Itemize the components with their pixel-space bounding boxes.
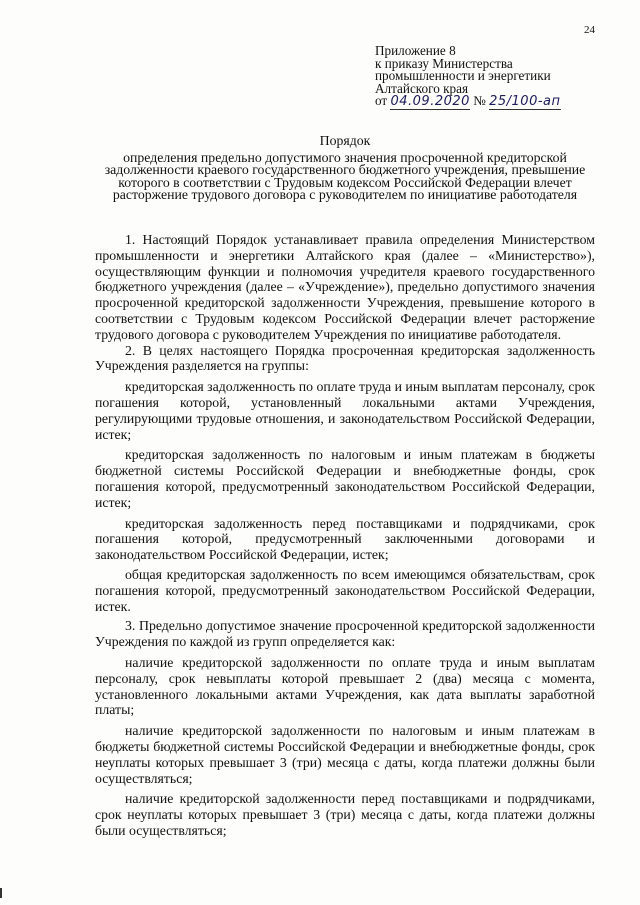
limit-item-3: наличие кредиторской задолженности перед поставщиками и подрядчиками, срок неуплаты которых превышает 3 (три) месяца с даты, когда платежи должны были осуществляться;: [95, 791, 595, 838]
title-subheading: определения предельно допустимого значения просроченной кредиторской задолженности краевого государственного бюджетного учреждения, превышение которого в соответствии с Трудовым кодексом Российской Федерации влечет расторжение трудового договора с руководителем по инициативе работодателя: [104, 149, 586, 203]
handwritten-order-number: 25/100-ап: [489, 94, 561, 109]
page-number: 24: [584, 24, 595, 36]
group-item-2: кредиторская задолженность по налоговым и иным платежам в бюджеты бюджетной системы Российской Федерации и внебюджетные фонды, срок погашения которой, предусмотренный законодательством Российской Федерации, истек;: [95, 447, 595, 510]
from-label: от: [375, 93, 388, 108]
paragraph-1: 1. Настоящий Порядок устанавливает правила определения Министерством промышленности и энергетики Алтайского края (далее – «Министерство»), осуществляющим функции и полномочия учредителя краевого государственного бюджетного учреждения (далее – «Учреждение»), предельно допустимого значения просроченной кредиторской задолженности Учреждения, превышение которого в соответствии с Трудовым кодексом Российской Федерации влечет расторжение трудового договора с руководителем Учреждения по инициативе работодателя.: [95, 232, 595, 342]
group-item-3: кредиторская задолженность перед поставщиками и подрядчиками, срок погашения которой, предусмотренный заключенными договорами и законодательством Российской Федерации, истек;: [95, 515, 595, 563]
group-item-4: общая кредиторская задолженность по всем имеющимся обязательствам, срок погашения которой, предусмотренный законодательством Российской Федерации, истек.: [95, 566, 595, 614]
approval-line-1: Приложение 8: [375, 43, 456, 58]
title-heading: Порядок: [319, 133, 371, 148]
document-body: [95, 232, 595, 839]
limit-item-1: наличие кредиторской задолженности по оплате труда и иным выплатам персоналу, срок невыплаты которой превышает 2 (два) месяца с момента, установленного локальными актами Учреждения, как дата выплаты заработной платы;: [95, 654, 595, 718]
scan-edge-mark: [0, 888, 2, 898]
approval-line-2: к приказу Министерства: [375, 55, 513, 71]
paragraph-2: 2. В целях настоящего Порядка просроченная кредиторская задолженность Учреждения разделяется на группы:: [95, 342, 595, 374]
approval-line-3: промышленности и энергетики: [375, 68, 551, 83]
group-item-1: кредиторская задолженность по оплате труда и иным выплатам персоналу, срок погашения которой, установленный локальными актами Учреждения, регулирующими трудовые отношения, и законодательством Российской Федерации, истек;: [95, 379, 595, 442]
document-title: [95, 135, 595, 202]
handwritten-date: 04.09.2020: [390, 94, 470, 109]
limit-item-2: наличие кредиторской задолженности по налоговым и иным платежам в бюджеты бюджетной системы Российской Федерации и внебюджетные фонды, срок неуплаты которых превышает 3 (три) месяца с даты, когда платежи должны были осуществляться;: [95, 723, 595, 786]
approval-block: [375, 45, 625, 110]
order-reference: [375, 95, 625, 110]
paragraph-3: 3. Предельно допустимое значение просроченной кредиторской задолженности Учреждения по каждой из групп определяется как:: [95, 618, 595, 650]
approval-line-4: Алтайского края: [375, 80, 469, 96]
number-label: №: [473, 93, 486, 108]
